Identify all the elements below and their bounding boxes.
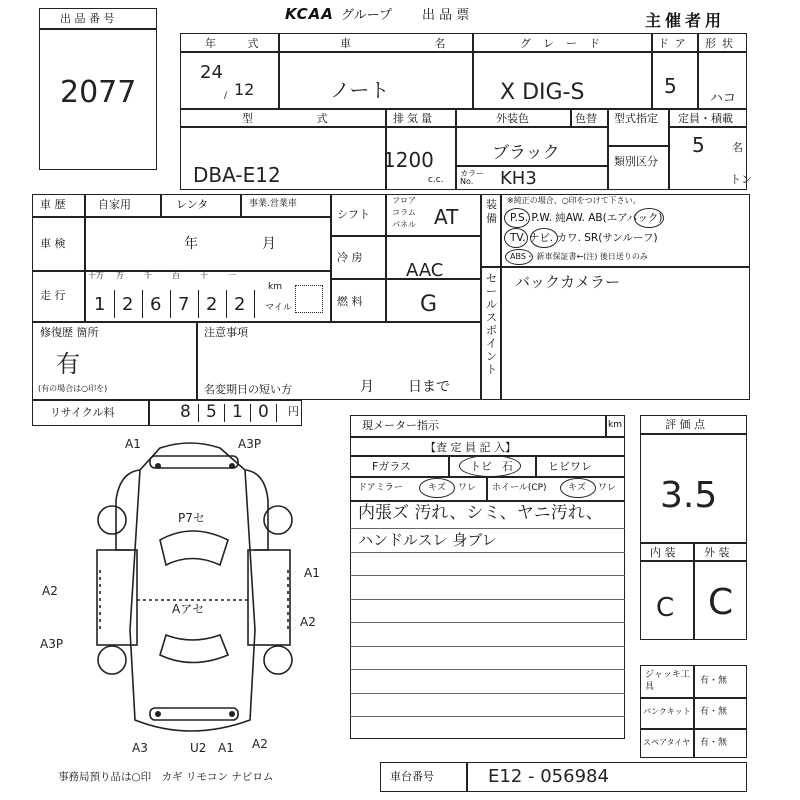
shape-label: 形状 bbox=[705, 37, 739, 50]
glass-stone: 石 bbox=[502, 460, 513, 473]
mileage-digit: 7 bbox=[178, 294, 190, 315]
mile-label: マイル bbox=[265, 303, 292, 313]
chassis-value: E12 - 056984 bbox=[488, 766, 609, 787]
mileage-label: 走 行 bbox=[40, 289, 66, 302]
cooling-value: AAC bbox=[406, 260, 444, 281]
meter-label: 現メーター指示 bbox=[362, 419, 439, 432]
brand-group: グループ bbox=[341, 8, 392, 23]
meter-unit: km bbox=[608, 420, 622, 430]
ruled-line bbox=[350, 599, 625, 600]
inspection-label: 車 検 bbox=[40, 237, 66, 250]
exterior-color-value: ブラック bbox=[492, 143, 560, 163]
cooling-label: 冷 房 bbox=[337, 251, 363, 264]
door-label: ドア bbox=[658, 37, 692, 50]
exterior-color-label: 外装色 bbox=[496, 112, 529, 125]
rename-month: 月 bbox=[360, 379, 374, 395]
score-label: 評 価 点 bbox=[665, 418, 705, 431]
ruled-line bbox=[350, 716, 625, 717]
fuel-value: G bbox=[420, 292, 438, 317]
damage-mark: U2 bbox=[190, 741, 207, 755]
year-unit: / bbox=[224, 91, 228, 101]
ruled-line bbox=[350, 575, 625, 576]
color-no-value: KH3 bbox=[500, 168, 537, 189]
mileage-divider bbox=[198, 290, 199, 318]
damage-mark: A2 bbox=[252, 737, 268, 751]
year-value: 24 bbox=[200, 62, 223, 83]
sales-point-text: バックカメラー bbox=[515, 273, 621, 291]
damage-mark: A1 bbox=[125, 437, 141, 451]
mileage-place-label: 千 bbox=[144, 271, 152, 280]
puncture-choice: 有・無 bbox=[700, 707, 728, 717]
ruled-line bbox=[350, 552, 625, 553]
rename-label: 名変期日の短い方 bbox=[204, 383, 292, 396]
name-value: ノート bbox=[330, 78, 390, 102]
ruled-line bbox=[350, 646, 625, 647]
grade-value: X DIG-S bbox=[500, 80, 585, 105]
damage-mark: A2 bbox=[42, 584, 58, 598]
sheet-title: 出 品 票 bbox=[422, 8, 470, 23]
equip-abs-circle bbox=[505, 249, 533, 265]
door-value: 5 bbox=[664, 74, 677, 98]
equipment-label: 装備 bbox=[486, 198, 497, 225]
equip-navi-circle bbox=[530, 228, 558, 248]
equip-ab-circle bbox=[634, 208, 664, 228]
displacement-label: 排気量 bbox=[393, 112, 435, 125]
damage-mark: A2 bbox=[300, 615, 316, 629]
mileage-place-label: 百 bbox=[172, 271, 180, 280]
history-opt-private: 自家用 bbox=[98, 198, 131, 211]
puncture-label: パンクキット bbox=[643, 707, 691, 716]
inspector-remark-2: ハンドルスレ 身ブレ bbox=[358, 531, 497, 549]
corner-note: 主催者用 bbox=[645, 11, 726, 30]
rename-day: 日まで bbox=[408, 379, 450, 395]
damage-mark: A3 bbox=[132, 741, 148, 755]
wheel-circle bbox=[560, 478, 596, 498]
recycle-divider bbox=[224, 404, 225, 422]
mileage-digit: 1 bbox=[94, 294, 106, 315]
glass-circle bbox=[459, 455, 521, 477]
mileage-digit: 2 bbox=[206, 294, 218, 315]
equip-tv-circle bbox=[504, 228, 528, 248]
equipment-line-1: P.S. P.W. 純AW. AB(エアバック) bbox=[510, 212, 663, 224]
office-note: 事務局預り品は○印 カギ リモコン ナビロム bbox=[58, 771, 274, 783]
shift-panel: パネル bbox=[392, 220, 416, 229]
mileage-place-label: 一 bbox=[228, 271, 236, 280]
ruled-line bbox=[350, 693, 625, 694]
mileage-divider bbox=[170, 290, 171, 318]
mileage-place-label: 十万 bbox=[88, 271, 104, 280]
recycle-digit: 0 bbox=[258, 402, 269, 422]
capacity-value: 5 bbox=[692, 133, 705, 157]
mirror-circle bbox=[419, 478, 455, 498]
sales-point-label: セールスポイント bbox=[486, 272, 497, 376]
notes-label: 注意事項 bbox=[204, 326, 248, 339]
glass-label: Fガラス bbox=[372, 460, 411, 473]
wheel-scratch: キズ bbox=[568, 483, 586, 493]
damage-mark: A3P bbox=[40, 637, 64, 651]
equipment-line-3: ABS・ 新車保証書←(注) 後日送りのみ bbox=[510, 252, 648, 261]
inspection-year: 年 bbox=[184, 236, 198, 252]
recycle-divider bbox=[276, 404, 277, 422]
name-label: 車 名 bbox=[340, 37, 486, 50]
recycle-digit: 5 bbox=[206, 402, 217, 422]
recolor-label: 色替 bbox=[575, 112, 597, 125]
mileage-digit: 2 bbox=[234, 294, 246, 315]
lot-number-label: 出 品 番 号 bbox=[60, 12, 115, 25]
mile-checkbox[interactable] bbox=[295, 285, 323, 313]
mirror-label: ドアミラー bbox=[358, 483, 403, 493]
damage-mark: A1 bbox=[218, 741, 234, 755]
repair-note: (有の場合は○印を) bbox=[38, 384, 108, 393]
brand-logo: KCAA bbox=[285, 5, 334, 23]
mileage-divider bbox=[226, 290, 227, 318]
inspector-label: 【査 定 員 記 入】 bbox=[425, 441, 516, 454]
mileage-divider bbox=[142, 290, 143, 318]
recycle-divider bbox=[198, 404, 199, 422]
mileage-divider bbox=[254, 290, 255, 318]
displacement-unit: c.c. bbox=[428, 175, 444, 185]
ton-unit: トン bbox=[730, 173, 752, 186]
wheel-label: ホイール(CP) bbox=[492, 483, 547, 493]
chassis-label: 車台番号 bbox=[390, 770, 434, 783]
mirror-scratch: キズ bbox=[428, 483, 446, 493]
history-opt-business: 事業.営業車 bbox=[249, 199, 297, 209]
equip-ps-circle bbox=[504, 208, 530, 228]
shift-floor: フロア bbox=[392, 196, 416, 205]
displacement-value: 1200 bbox=[383, 148, 434, 172]
ruled-line bbox=[350, 669, 625, 670]
mileage-place-label: 万 bbox=[116, 271, 124, 280]
mileage-place-label: 十 bbox=[200, 271, 208, 280]
model-label: 型 式 bbox=[242, 112, 358, 125]
damage-mark: P7セ bbox=[178, 511, 205, 525]
mileage-digit: 2 bbox=[122, 294, 134, 315]
jack-choice: 有・無 bbox=[700, 676, 728, 686]
crack-label: ヒビワレ bbox=[548, 460, 592, 473]
damage-mark: A3P bbox=[238, 437, 262, 451]
capacity-unit: 名 bbox=[732, 141, 743, 154]
wheel-crack: ワレ bbox=[598, 483, 617, 493]
category-label: 類別区分 bbox=[614, 155, 658, 168]
recycle-unit: 円 bbox=[288, 405, 299, 418]
exterior-value: C bbox=[708, 582, 734, 623]
shift-column: コラム bbox=[392, 208, 416, 217]
exterior-label: 外 装 bbox=[704, 546, 730, 559]
recycle-digit: 1 bbox=[232, 402, 243, 422]
year-label: 年 式 bbox=[205, 37, 273, 50]
mileage-digit: 6 bbox=[150, 294, 162, 315]
type-designation-label: 型式指定 bbox=[614, 112, 658, 125]
damage-mark: Aアセ bbox=[172, 602, 205, 616]
shift-label: シフト bbox=[337, 208, 370, 221]
spare-label: スペアタイヤ bbox=[643, 738, 691, 747]
shape-value: ハコ bbox=[710, 91, 737, 106]
ruled-line bbox=[350, 622, 625, 623]
inspector-remark-1: 内張ズ 汚れ、シミ、ヤニ汚れ、 bbox=[358, 503, 603, 523]
spare-choice: 有・無 bbox=[700, 738, 728, 748]
recycle-digit: 8 bbox=[180, 402, 191, 422]
equipment-line-2: TV. ナビ. カワ. SR(サンルーフ) bbox=[510, 232, 658, 244]
capacity-label: 定員・積載 bbox=[678, 112, 733, 125]
color-no-label: カラーNo. bbox=[460, 169, 484, 186]
shift-value: AT bbox=[434, 205, 459, 229]
equipment-note: ※純正の場合、○印をつけて下さい。 bbox=[507, 196, 641, 205]
jack-label: ジャッキ工具 bbox=[645, 670, 690, 692]
model-value: DBA-E12 bbox=[193, 163, 281, 187]
repair-label: 修復歴 箇所 bbox=[40, 326, 99, 339]
damage-mark: A1 bbox=[304, 566, 320, 580]
inspection-month: 月 bbox=[262, 236, 276, 252]
km-label: km bbox=[268, 282, 282, 292]
interior-label: 内 装 bbox=[650, 546, 676, 559]
interior-value: C bbox=[656, 593, 675, 623]
lot-number-value: 2077 bbox=[60, 75, 137, 110]
glass-chip: トビ bbox=[470, 460, 492, 473]
recycle-divider bbox=[250, 404, 251, 422]
mileage-divider bbox=[114, 290, 115, 318]
mirror-crack: ワレ bbox=[458, 483, 477, 493]
car-diagram bbox=[40, 430, 340, 760]
fuel-label: 燃 料 bbox=[337, 295, 363, 308]
history-label: 車 歴 bbox=[40, 198, 66, 211]
score-value: 3.5 bbox=[660, 475, 718, 516]
recycle-label: リサイクル料 bbox=[50, 406, 115, 419]
ruled-line bbox=[350, 528, 625, 529]
month-value: 12 bbox=[234, 80, 255, 99]
grade-label: グレード bbox=[520, 37, 612, 50]
repair-value: 有 bbox=[56, 350, 80, 378]
history-opt-rental: レンタ bbox=[176, 198, 209, 211]
